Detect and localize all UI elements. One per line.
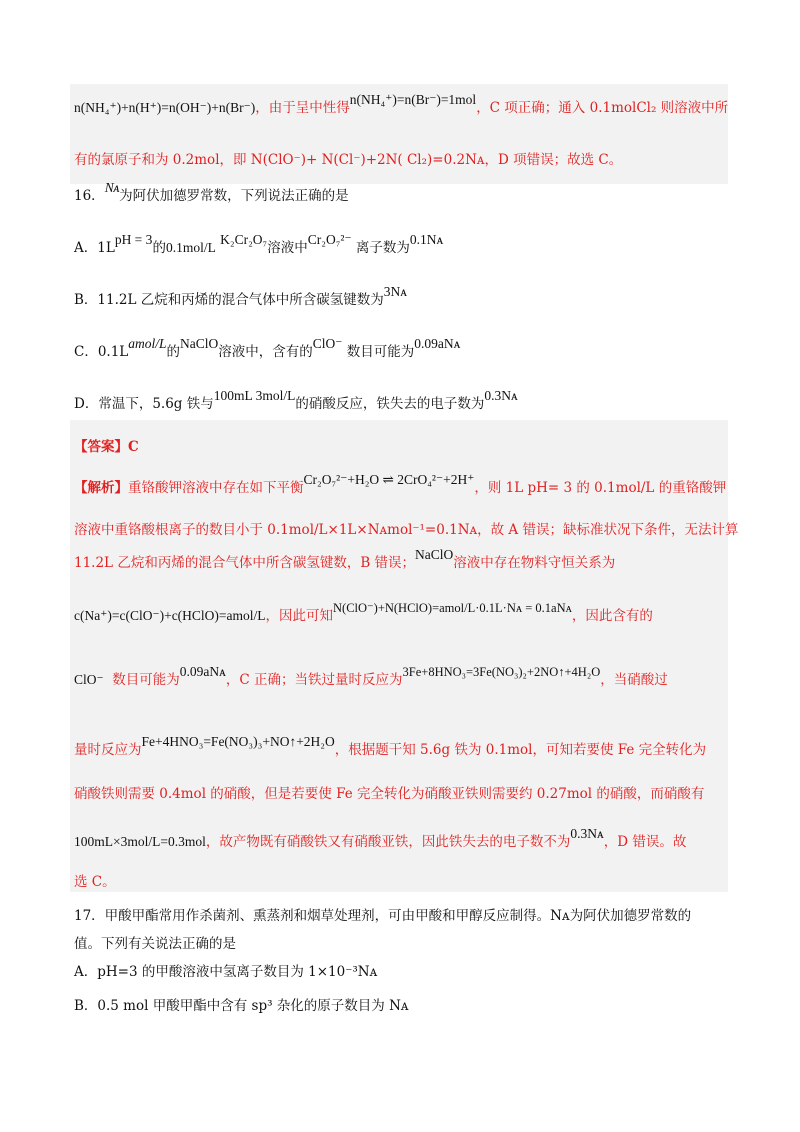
text: D．常温下，5.6g 铁与 — [74, 396, 214, 412]
text: A．1L — [74, 240, 115, 256]
text: 数目可能为 — [346, 344, 415, 360]
text: ，C 项正确；通入 0.1molCl₂ 则溶液中所 — [476, 100, 729, 116]
q15-line-1 — [74, 92, 729, 118]
formula: c(Na⁺)=c(ClO⁻)+c(HClO)=amol/L — [74, 608, 266, 623]
text: 的硝酸反应，铁失去的电子数为 — [295, 396, 485, 412]
text: ，因此含有的 — [571, 608, 653, 624]
formula: 0.3Nᴀ — [484, 388, 518, 403]
q16-analysis-line-3 — [74, 547, 616, 573]
formula: NaClO — [180, 336, 219, 351]
q17-option-a: A．pH=3 的甲酸溶液中氢离子数目为 1×10⁻³Nᴀ — [74, 964, 378, 980]
q16-analysis-line-2: 溶液中重铬酸根离子的数目小于 0.1mol/L×1L×Nᴀmol⁻¹=0.1Nᴀ，故 A 错误；缺标准状况下条件，无法计算 — [74, 522, 739, 538]
formula: 0.09aNᴀ — [179, 664, 226, 679]
formula: amol/L — [128, 336, 167, 351]
text: 溶液中存在物料守恒关系为 — [453, 555, 616, 571]
q17-option-b: B．0.5 mol 甲酸甲酯中含有 sp³ 杂化的原子数目为 Nᴀ — [74, 998, 409, 1014]
text: ，因此可知 — [265, 608, 334, 624]
formula: 0.1Nᴀ — [409, 232, 444, 247]
formula: n(NH₄⁺)=n(Br⁻)=1mol — [349, 92, 477, 107]
text: ，则 1L pH= 3 的 0.1mol/L 的重铬酸钾 — [474, 480, 727, 496]
formula: 0.09aNᴀ — [414, 336, 461, 351]
text: ，根据题干知 5.6g 铁为 0.1mol，可知若要使 Fe 完全转化为 — [334, 742, 707, 758]
q17-stem-line-2: 值。下列有关说法正确的是 — [74, 936, 236, 952]
q16-analysis-line-7: 硝酸铁则需要 0.4mol 的硝酸，但是若要使 Fe 完全转化为硝酸亚铁则需要约 0.27mol 的硝酸，而硝酸有 — [74, 786, 705, 802]
text: 重铬酸钾溶液中存在如下平衡 — [128, 480, 304, 496]
formula: 0.1mol/L — [165, 240, 216, 255]
text: ，C 正确；当铁过量时反应为 — [225, 672, 403, 688]
formula: K₂Cr₂O₇ — [220, 232, 268, 247]
q16-option-d — [74, 388, 518, 414]
q16-analysis-line-1 — [74, 472, 727, 498]
text: B．11.2L 乙烷和丙烯的混合气体中所含碳氢键数为 — [74, 292, 384, 308]
question-number: 16． — [74, 188, 105, 204]
formula: n(NH₄⁺)+n(H⁺)=n(OH⁻)+n(Br⁻) — [74, 100, 256, 115]
text: 11.2L 乙烷和丙烯的混合气体中所含碳氢键数，B 错误； — [74, 555, 416, 571]
q16-analysis-line-4 — [74, 601, 653, 626]
q16-analysis-line-6 — [74, 734, 707, 760]
text: ，由于呈中性得 — [255, 100, 350, 116]
text: 离子数为 — [355, 240, 410, 256]
text: ，故产物既有硝酸铁又有硝酸亚铁，因此铁失去的电子数不为 — [205, 834, 571, 850]
text: 溶液中，含有的 — [218, 344, 313, 360]
formula: 0.3Nᴀ — [570, 826, 604, 841]
formula: Cr₂O₇²⁻+H₂O ⇌ 2CrO₄²⁻+2H⁺ — [303, 472, 475, 487]
q16-option-a — [74, 232, 444, 258]
q16-option-b — [74, 284, 408, 310]
text: 的 — [166, 344, 181, 360]
q17-stem-line-1: 17．甲酸甲酯常用作杀菌剂、熏蒸剂和烟草处理剂，可由甲酸和甲醇反应制得。Nᴀ为阿伏加德罗常数的 — [74, 908, 692, 924]
q16-answer: 【答案】C — [74, 439, 139, 455]
q15-line-2: 有的氯原子和为 0.2mol，即 N(ClO⁻)+ N(Cl⁻)+2N( Cl₂)=0.2Nᴀ，D 项错误；故选 C。 — [74, 152, 623, 168]
q16-stem — [74, 180, 349, 206]
q16-analysis-line-8 — [74, 826, 687, 852]
formula: ClO⁻ — [74, 672, 104, 687]
formula: 3Fe+8HNO₃=3Fe(NO₃)₂+2NO↑+4H₂O — [402, 665, 601, 679]
analysis-label: 【解析】 — [74, 480, 128, 496]
text: C．0.1L — [74, 344, 129, 360]
text: ，当硝酸过 — [600, 672, 668, 688]
text: ，D 错误。故 — [603, 834, 687, 850]
formula: 100mL 3mol/L — [213, 388, 296, 403]
q16-option-c — [74, 336, 461, 362]
formula: ClO⁻ — [312, 336, 343, 351]
text: 数目可能为 — [112, 672, 180, 688]
formula: NaClO — [415, 547, 454, 562]
formula: 100mL×3mol/L=0.3mol — [74, 834, 206, 849]
formula: 3Nᴀ — [383, 284, 408, 299]
formula: Cr₂O₇²⁻ — [307, 232, 352, 247]
formula: pH = 3 — [114, 232, 153, 247]
formula: Nᴀ — [104, 180, 120, 195]
q16-analysis-line-9: 选 C。 — [74, 874, 116, 890]
q16-analysis-line-5 — [74, 664, 668, 690]
text: 溶液中 — [267, 240, 308, 256]
text: 量时反应为 — [74, 742, 142, 758]
formula: Fe+4HNO₃=Fe(NO₃)₃+NO↑+2H₂O — [141, 734, 335, 749]
formula: N(ClO⁻)+N(HClO)=amol/L·0.1L·Nᴀ = 0.1aNᴀ — [333, 601, 572, 615]
text: 为阿伏加德罗常数，下列说法正确的是 — [119, 188, 349, 204]
text: 的 — [152, 240, 166, 256]
